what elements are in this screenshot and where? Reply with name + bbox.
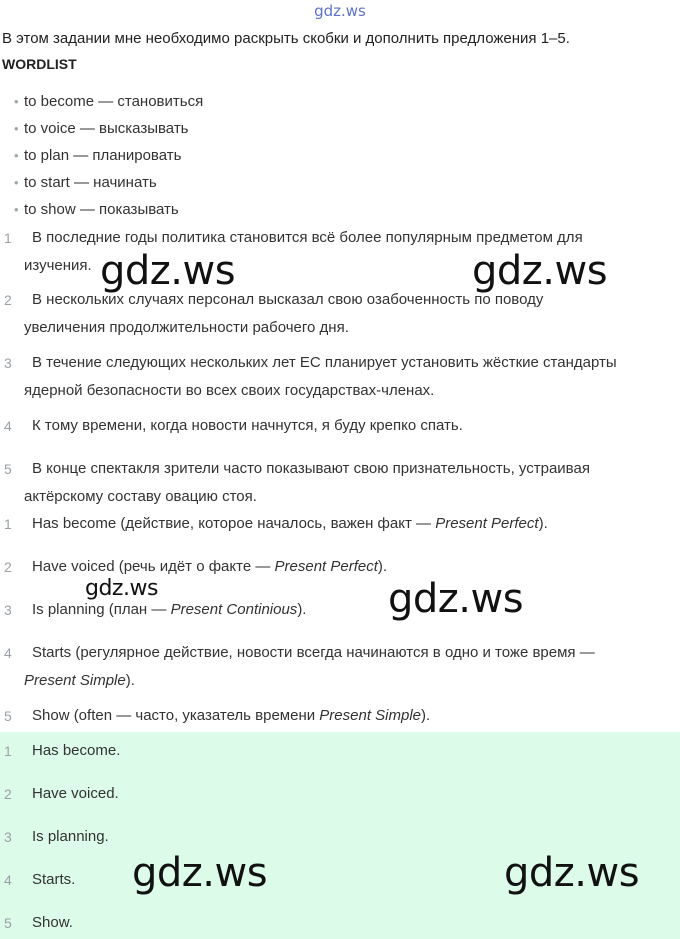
answer-text: Starts. — [32, 871, 76, 888]
tense-name: Present Perfect — [274, 558, 378, 575]
watermark: gdz.ws — [472, 248, 608, 294]
translation-line: изучения. — [24, 257, 92, 274]
translation-line: В последние годы политика становится всё более популярным предметом для — [32, 229, 583, 246]
translation-line: увеличения продолжительности рабочего дня. — [24, 319, 349, 336]
tense-name: Present Simple — [24, 672, 126, 689]
explanation-text: ). — [297, 601, 307, 618]
watermark: gdz.ws — [85, 576, 158, 601]
item-number: 2 — [4, 292, 12, 308]
explanation-text: ). — [377, 558, 388, 575]
bullet-icon: • — [14, 121, 19, 136]
translation-line: В конце спектакля зрители часто показывают свою признательность, устраивая — [32, 460, 590, 477]
answer-item — [4, 780, 119, 808]
wordlist-text: to voice — высказывать — [24, 120, 189, 137]
explanation-text: Is planning (план — — [32, 601, 171, 618]
translation-item — [4, 412, 674, 440]
translation-item — [4, 286, 674, 342]
item-number: 4 — [4, 872, 12, 888]
wordlist-text: to plan — планировать — [24, 147, 182, 164]
explanation-item — [4, 702, 674, 730]
explanation-text: Starts (регулярное действие, новости всегда начинаются в одно и тоже время — — [32, 644, 595, 661]
wordlist-title: WORDLIST — [2, 56, 77, 72]
explanation-item — [4, 639, 674, 695]
explanation-text: ). — [538, 515, 548, 532]
item-number: 1 — [4, 743, 12, 759]
explanation-text: Show (often — часто, указатель времени — [32, 707, 320, 724]
tense-name: Present Continious — [170, 601, 298, 618]
item-number: 1 — [4, 230, 12, 246]
item-number: 5 — [4, 461, 12, 477]
item-number: 3 — [4, 355, 12, 371]
translation-item — [4, 455, 674, 511]
item-number: 5 — [4, 708, 12, 724]
explanation-text: Have voiced (речь идёт о факте — — [32, 558, 275, 575]
explanation-item — [4, 510, 674, 538]
item-number: 4 — [4, 645, 12, 661]
item-number: 1 — [4, 516, 12, 532]
explanation-text: ). — [125, 672, 135, 689]
explanation-text: ). — [421, 707, 431, 724]
watermark: gdz.ws — [504, 850, 640, 896]
wordlist-text: to become — становиться — [24, 93, 204, 110]
watermark: gdz.ws — [100, 248, 236, 294]
wordlist-item — [14, 93, 203, 110]
answer-text: Show. — [32, 914, 73, 931]
translation-line: К тому времени, когда новости начнутся, я буду крепко спать. — [32, 417, 463, 434]
bullet-icon: • — [14, 175, 19, 190]
watermark: gdz.ws — [388, 576, 524, 622]
item-number: 3 — [4, 602, 12, 618]
translation-line: В нескольких случаях персонал высказал свою озабоченность по поводу — [32, 291, 544, 308]
wordlist-item — [14, 147, 181, 164]
wordlist-text: to start — начинать — [24, 174, 157, 191]
tense-name: Present Simple — [319, 707, 422, 724]
tense-name: Present Perfect — [435, 515, 539, 532]
watermark: gdz.ws — [132, 850, 268, 896]
item-number: 2 — [4, 559, 12, 575]
translation-line: актёрскому составу овацию стоя. — [24, 488, 257, 505]
bullet-icon: • — [14, 94, 19, 109]
answer-item — [4, 823, 109, 851]
task-intro: В этом задании мне необходимо раскрыть скобки и дополнить предложения 1–5. — [2, 30, 570, 47]
answer-item — [4, 866, 76, 894]
explanation-text: Has become (действие, которое началось, важен факт — — [32, 515, 436, 532]
item-number: 2 — [4, 786, 12, 802]
bullet-icon: • — [14, 202, 19, 217]
wordlist-item — [14, 120, 189, 137]
answer-item — [4, 909, 73, 937]
bullet-icon: • — [14, 148, 19, 163]
item-number: 5 — [4, 915, 12, 931]
translation-line: В течение следующих нескольких лет ЕС планирует установить жёсткие стандарты — [32, 354, 617, 371]
answer-text: Have voiced. — [32, 785, 119, 802]
translation-line: ядерной безопасности во всех своих государствах-членах. — [24, 382, 435, 399]
site-header-watermark: gdz.ws — [314, 2, 366, 20]
wordlist-text: to show — показывать — [24, 201, 179, 218]
translation-item — [4, 349, 674, 405]
answer-text: Is planning. — [32, 828, 109, 845]
item-number: 3 — [4, 829, 12, 845]
wordlist-item — [14, 201, 179, 218]
wordlist-item — [14, 174, 157, 191]
answer-text: Has become. — [32, 742, 121, 759]
item-number: 4 — [4, 418, 12, 434]
answer-item — [4, 737, 121, 765]
